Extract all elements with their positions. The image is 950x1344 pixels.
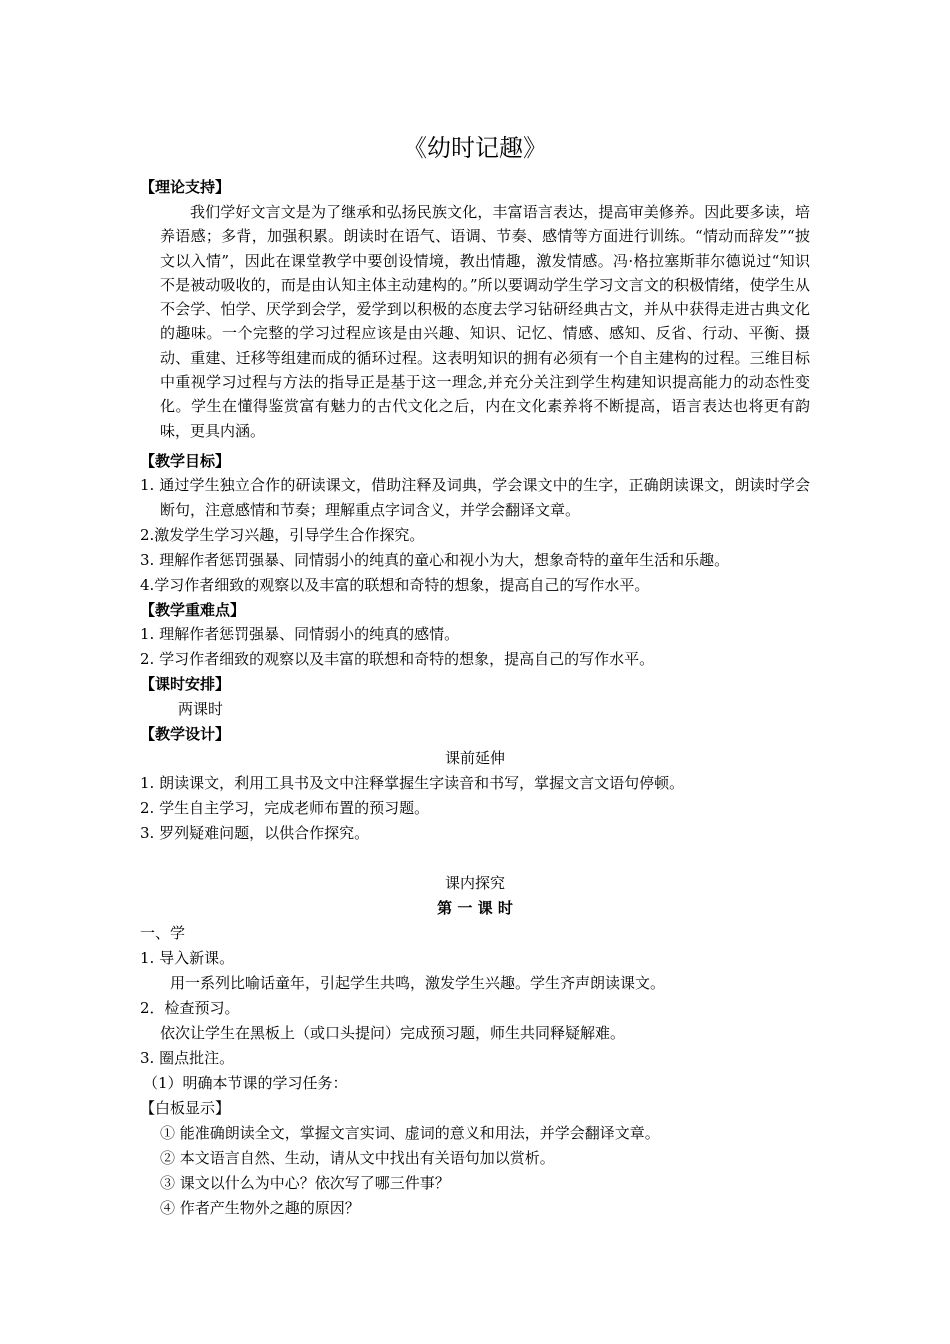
pre-class-item: 1. 朗读课文，利用工具书及文中注释掌握生字读音和书写，掌握文言文语句停顿。 bbox=[140, 774, 685, 792]
pre-class-title: 课前延伸 bbox=[444, 749, 505, 767]
keypoint-item: 2. 学习作者细致的观察以及丰富的联想和奇特的想象，提高自己的写作水平。 bbox=[140, 650, 655, 668]
goal-item: 3. 理解作者惩罚强暴、同情弱小的纯真的童心和视小为大，想象奇特的童年生活和乐趣。 bbox=[140, 551, 730, 569]
schedule-heading: 【课时安排】 bbox=[140, 675, 231, 693]
section-line: 依次让学生在黑板上（或口头提问）完成预习题，师生共同释疑解难。 bbox=[160, 1024, 626, 1042]
section-line: 用一系列比喻话童年，引起学生共鸣，激发学生兴趣。学生齐声朗读课文。 bbox=[170, 974, 666, 992]
keypoint-item: 1. 理解作者惩罚强暴、同情弱小的纯真的感情。 bbox=[140, 625, 460, 643]
goal-item: 2.激发学生学习兴趣，引导学生合作探究。 bbox=[140, 526, 425, 544]
section-line: 一、学 bbox=[140, 924, 186, 942]
whiteboard-item: ① 能准确朗读全文，掌握文言实词、虚词的意义和用法，并学会翻译文章。 bbox=[160, 1124, 660, 1142]
section-line: 2．检查预习。 bbox=[140, 999, 240, 1017]
pre-class-item: 2. 学生自主学习，完成老师布置的预习题。 bbox=[140, 799, 430, 817]
theory-heading: 【理论支持】 bbox=[140, 178, 231, 196]
section-line: 1. 导入新课。 bbox=[140, 949, 235, 967]
lesson-title: 第 一 课 时 bbox=[437, 899, 513, 917]
whiteboard-item: ② 本文语言自然、生动，请从文中找出有关语句加以赏析。 bbox=[160, 1149, 555, 1167]
in-class-title: 课内探究 bbox=[444, 874, 505, 892]
whiteboard-heading: 【白板显示】 bbox=[140, 1099, 231, 1117]
goal-item: 1. 通过学生独立合作的研读课文，借助注释及词典，学会课文中的生字，正确朗读课文，朗读时学会断句，注意感情和节奏；理解重点字词含义，并学会翻译文章。 bbox=[140, 476, 810, 519]
design-heading: 【教学设计】 bbox=[140, 725, 231, 743]
goal-item: 4.学习作者细致的观察以及丰富的联想和奇特的想象，提高自己的写作水平。 bbox=[140, 576, 650, 594]
whiteboard-item: ④ 作者产生物外之趣的原因？ bbox=[160, 1199, 360, 1217]
page-title: 《幼时记趣》 bbox=[403, 134, 547, 162]
section-line: （1）明确本节课的学习任务： bbox=[143, 1074, 348, 1092]
goals-heading: 【教学目标】 bbox=[140, 452, 231, 470]
whiteboard-item: ③ 课文以什么为中心？依次写了哪三件事？ bbox=[160, 1174, 450, 1192]
section-line: 3. 圈点批注。 bbox=[140, 1049, 235, 1067]
pre-class-item: 3. 罗列疑难问题，以供合作探究。 bbox=[140, 824, 370, 842]
keypoints-heading: 【教学重难点】 bbox=[140, 601, 246, 619]
theory-paragraph: 我们学好文言文是为了继承和弘扬民族文化，丰富语言表达，提高审美修养。因此要多读，培养语感；多背，加强积累。朗读时在语气、语调、节奏、感情等方面进行训练。“情动而辞发”“披文以入情”，因此在课堂教学中要创设情境，教出情趣，激发情感。冯·格拉塞斯菲尔德说过“知识不是被动吸收的，而是由认知主体主动建构的。”所以要调动学生学习文言文的积极情绪，使学生从不会学、怕学、厌学到会学，爱学到以积极的态度去学习钻研经典古文，并从中获得走进古典文化的趣味。一个完整的学习过程应该是由兴趣、知识、记忆、情感、感知、反省、行动、平衡、摄动、重建、迁移等组建而成的循环过程。这表明知识的拥有必须有一个自主建构的过程。三维目标中重视学习过程与方法的指导正是基于这一理念,并充分关注到学生构建知识提高能力的动态性变化。学生在懂得鉴赏富有魅力的古代文化之后，内在文化素养将不断提高，语言表达也将更有韵味，更具内涵。 bbox=[160, 203, 810, 440]
schedule-text: 两课时 bbox=[178, 700, 224, 718]
